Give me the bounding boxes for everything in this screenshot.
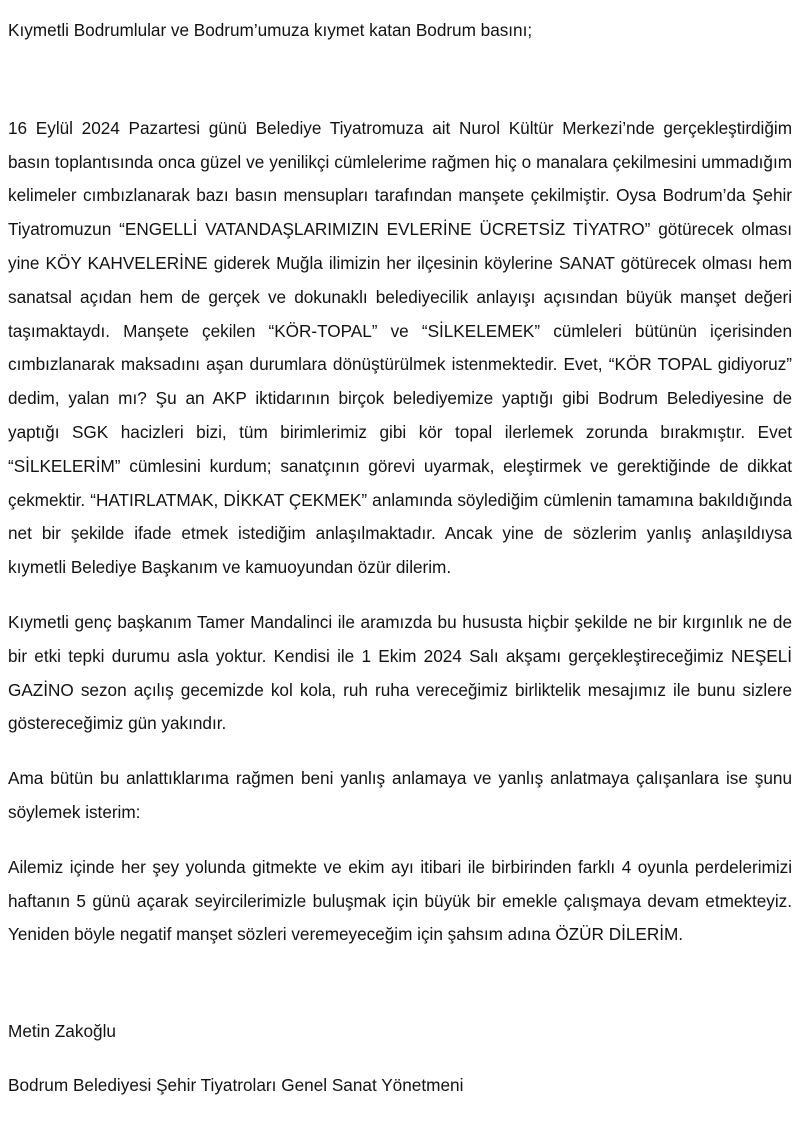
document-body <box>8 14 792 1098</box>
signature-name: Metin Zakoğlu <box>8 1021 116 1042</box>
spacer-paragraph-3 <box>8 830 792 851</box>
body-paragraph-3: Ama bütün bu anlattıklarıma rağmen beni yanlış anlamaya ve yanlış anlatmaya çalışanlara ise şunu söylemek isterim: <box>8 768 792 822</box>
body-paragraph-4: Ailemiz içinde her şey yolunda gitmekte ve ekim ayı itibari ile birbirinden farklı 4 oyunla perdelerimizi haftanın 5 günü açarak seyircilerimizle buluşmak için büyük bir emekle çalışmaya devam etmekteyiz. Yeniden böyle negatif manşet sözleri veremeyeceğim için şahsım adına ÖZÜR DİLERİM. <box>8 856 792 945</box>
body-paragraph-1: 16 Eylül 2024 Pazartesi günü Belediye Tiyatromuza ait Nurol Kültür Merkezi’nde gerçekleştirdiğim basın toplantısında onca güzel ve yenilikçi cümlelerime rağmen hiç o manalara çekilmesini ummadığım kelimeler cımbızlanarak bazı basın mensupları tarafından manşete çekilmiştir. Oysa Bodrum’da Şehir Tiyatromuzun “ENGELLİ VATANDAŞLARIMIZIN EVLERİNE ÜCRETSİZ TİYATRO” götürecek olması yine KÖY KAHVELERİNE giderek Muğla ilimizin her ilçesinin köylerine SANAT götürecek olması hem sanatsal açıdan hem de gerçek ve dokunaklı belediyecilik anlayışı açısından büyük manşet değeri taşımaktaydı. Manşete çekilen “KÖR-TOPAL” ve “SİLKELEMEK” cümleleri bütünün içerisinden cımbızlanarak maksadını aşan durumlara dönüştürülmek istenmektedir. Evet, “KÖR TOPAL gidiyoruz” dedim, yalan mı? Şu an AKP iktidarının birçok belediyemize yaptığı gibi Bodrum Belediyesine de yaptığı SGK hacizleri bizi, tüm birimlerimiz gibi kör topal ilerlemek zorunda bırakmıştır. Evet “SİLKELERİM” cümlesini kurdum; sanatçının görevi uyarmak, eleştirmek ve gerektiğinde de dikkat çekmektir. “HATIRLATMAK, DİKKAT ÇEKMEK” anlamında söylediğim cümlenin tamamına bakıldığında net bir şekilde ifade etmek istediğim anlaşılmaktadır. Ancak yine de sözlerim yanlış anlaşıldıysa kıymetli Belediye Başkanım ve kamuoyundan özür dilerim. <box>8 117 792 578</box>
spacer-paragraph-1 <box>8 585 792 606</box>
spacer-paragraph-2 <box>8 741 792 762</box>
body-paragraph-2: Kıymetli genç başkanım Tamer Mandalinci ile aramızda bu hususta hiçbir şekilde ne bir kırgınlık ne de bir etki tepki durumu asla yoktur. Kendisi ile 1 Ekim 2024 Salı akşamı gerçekleştireceğimiz NEŞELİ GAZİNO sezon açılış gecemizde kol kola, ruh ruha vereceğimiz birliktelik mesajımız ile bunu sizlere göstereceğimiz gün yakındır. <box>8 611 792 734</box>
spacer-before-signature <box>8 952 792 1018</box>
spacer-after-salutation <box>8 48 792 112</box>
spacer-signature <box>8 1044 792 1072</box>
salutation-line: Kıymetli Bodrumlular ve Bodrum’umuza kıymet katan Bodrum basını; <box>8 20 533 40</box>
signature-title: Bodrum Belediyesi Şehir Tiyatroları Genel Sanat Yönetmeni <box>8 1075 464 1096</box>
